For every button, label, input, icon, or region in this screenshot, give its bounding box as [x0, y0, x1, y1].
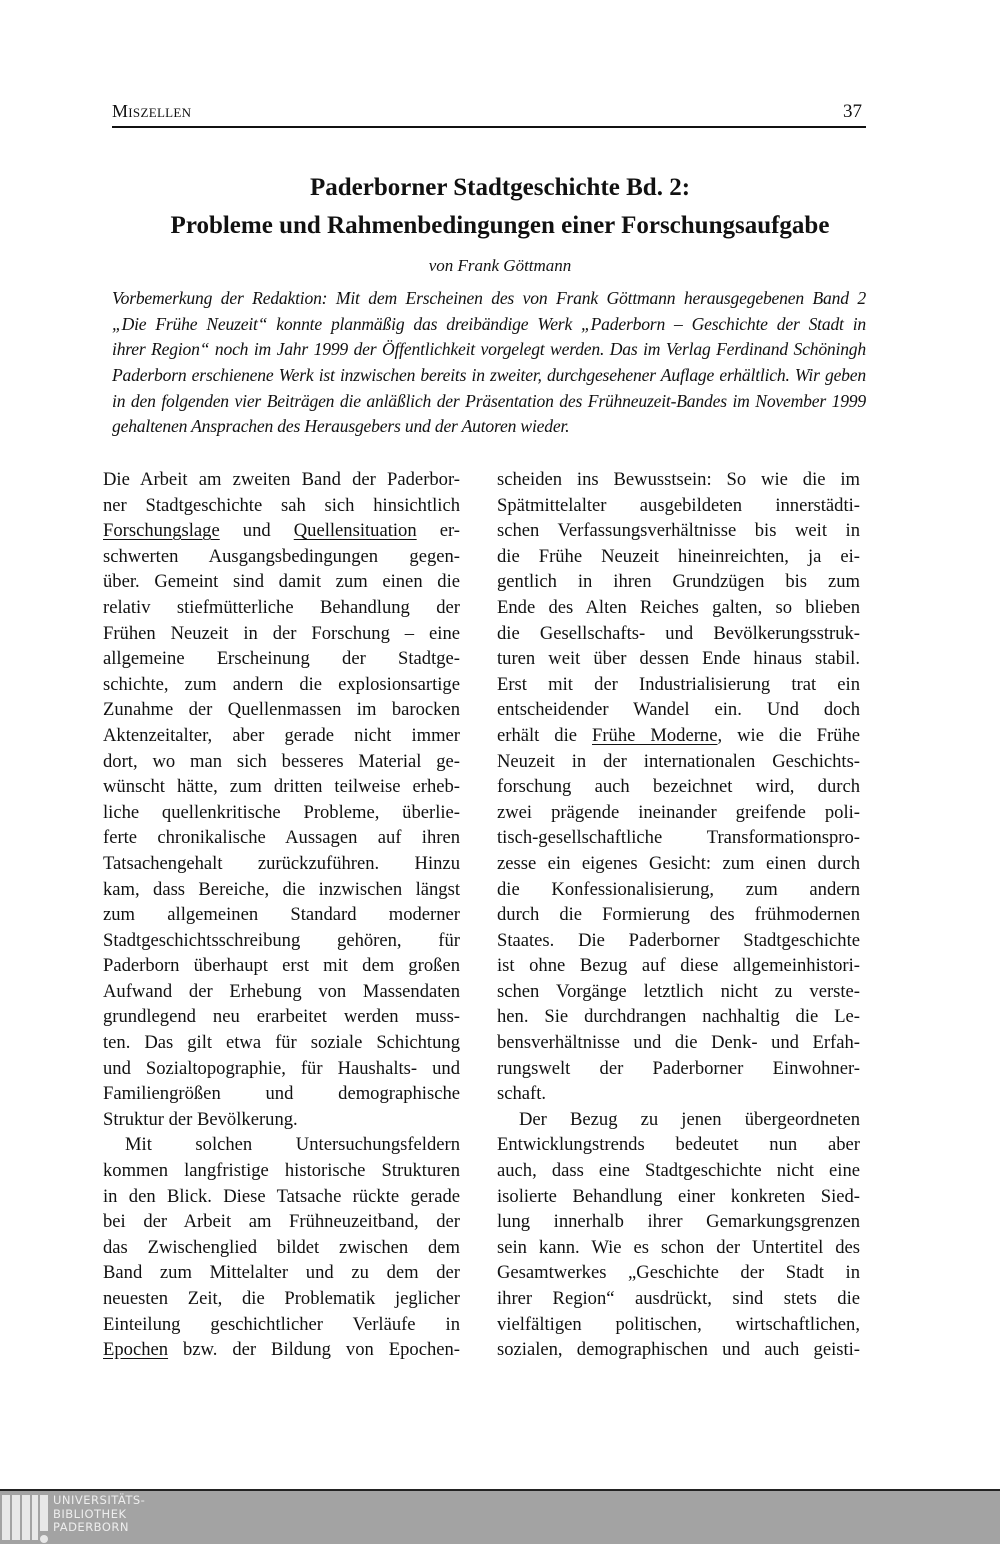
line-text: bensverhältnisse und die Denk- und Erfah- — [497, 1032, 860, 1054]
line-text: Neuzeit in der internationalen Geschichts- — [497, 750, 860, 772]
text-line — [497, 979, 860, 1005]
line-text: ner Stadtgeschichte sah sich hinsichtlich — [103, 494, 460, 516]
article-title-line-2: Probleme und Rahmenbedingungen einer Forschungsaufgabe — [170, 212, 830, 239]
line-text: turen weit über dessen Ende hinaus stabil. — [497, 648, 860, 670]
text-line — [497, 1184, 860, 1210]
line-text: sozialen, demographischen und auch geisti- — [497, 1339, 860, 1361]
text-line — [497, 518, 860, 544]
link-forschungslage[interactable]: Forschungslage — [103, 520, 220, 542]
text-line — [497, 877, 860, 903]
text-line — [103, 774, 460, 800]
text-line — [103, 1337, 460, 1363]
text-line — [112, 414, 866, 440]
editorial-note — [112, 286, 866, 440]
line-text: das Zwischenglied bildet zwischen dem — [103, 1236, 460, 1258]
line-text: sein kann. Wie es schon der Untertitel des — [497, 1236, 860, 1258]
text-line — [103, 1184, 460, 1210]
text-line — [497, 1056, 860, 1082]
text-line — [103, 544, 460, 570]
line-text: die Konfessionalisierung, zum andern — [497, 878, 860, 900]
line-text: grundlegend neu erarbeitet werden muss- — [103, 1006, 460, 1028]
line-text: Ende des Alten Reiches galten, so blieben — [497, 596, 860, 618]
text-line — [103, 902, 460, 928]
text-line — [103, 697, 460, 723]
line-text: schichte, zum andern die explosionsartige — [103, 673, 460, 695]
line-text: „Die Frühe Neuzeit“ konnte planmäßig das dreibändige Werk „Paderborn – Geschichte der Stadt in — [112, 313, 866, 334]
library-footer-band — [0, 1489, 1000, 1544]
line-text: Paderborn überhaupt erst mit dem großen — [103, 955, 460, 977]
line-text: er- — [416, 520, 460, 542]
line-text: lung innerhalb ihrer Gemarkungsgrenzen — [497, 1211, 860, 1233]
line-text: ferte chronikalische Aussagen auf ihren — [103, 827, 460, 849]
text-line — [497, 646, 860, 672]
text-line — [497, 825, 860, 851]
text-line — [112, 312, 866, 338]
text-line — [103, 621, 460, 647]
body-column-left — [103, 467, 460, 1363]
line-text: Zunahme der Quellenmassen im barocken — [103, 699, 460, 721]
line-text: gentlich in ihren Grundzügen bis zum — [497, 571, 860, 593]
text-line — [497, 1107, 860, 1133]
text-line — [497, 1260, 860, 1286]
line-text: und — [219, 520, 294, 542]
text-line — [103, 1030, 460, 1056]
line-text: über. Gemeint sind damit zum einen die — [103, 571, 460, 593]
text-line — [103, 1081, 460, 1107]
text-line — [497, 1132, 860, 1158]
line-text: Tatsachengehalt zurückzuführen. Hinzu — [103, 852, 460, 874]
line-text: bzw. der Bildung von Epochen- — [168, 1339, 460, 1361]
text-line — [103, 1107, 460, 1133]
text-line — [497, 569, 860, 595]
line-text: schwerten Ausgangsbedingungen gegen- — [103, 545, 460, 567]
text-line — [497, 697, 860, 723]
text-line — [112, 389, 866, 415]
line-text: Entwicklungstrends bedeutet nun aber — [497, 1134, 860, 1156]
line-text: relativ stiefmütterliche Behandlung der — [103, 596, 460, 618]
text-line — [497, 1209, 860, 1235]
line-text: gehaltenen Ansprachen des Herausgebers und der Autoren wieder. — [112, 416, 570, 437]
line-text: Stadtgeschichtsschreibung gehören, für — [103, 929, 460, 951]
line-text: und Sozialtopographie, für Haushalts- und — [103, 1057, 460, 1079]
text-line — [497, 595, 860, 621]
text-line — [497, 1235, 860, 1261]
text-line — [497, 800, 860, 826]
line-text: tisch-gesellschaftliche Transformationspro- — [497, 827, 860, 849]
text-line — [497, 621, 860, 647]
line-text: neuesten Zeit, die Problematik jeglicher — [103, 1288, 460, 1309]
line-text: scheiden ins Bewusstsein: So wie die im — [497, 469, 860, 490]
text-line — [497, 851, 860, 877]
text-line — [497, 902, 860, 928]
line-text: wünscht hätte, zum dritten teilweise erheb- — [103, 776, 460, 798]
line-text: , wie die Frühe — [717, 724, 860, 746]
line-text: Aufwand der Erhebung von Massendaten — [103, 980, 460, 1002]
text-line — [497, 1286, 860, 1312]
line-text: ihrer Region“ noch im Jahr 1999 der Öffentlichkeit vorgelegt werden. Das im Verlag Ferdinand Schöningh — [112, 339, 866, 360]
line-text: die Frühe Neuzeit hineinreichten, ja ei- — [497, 545, 860, 567]
text-line — [112, 286, 866, 312]
page-number: 37 — [843, 101, 862, 122]
line-text: Mit solchen Untersuchungsfeldern — [125, 1134, 460, 1156]
line-text: Frühen Neuzeit in der Forschung – eine — [103, 622, 460, 644]
line-text: ten. Das gilt etwa für soziale Schichtung — [103, 1032, 460, 1054]
line-text: Erst mit der Industrialisierung trat ein — [497, 673, 860, 695]
line-text: liche quellenkritische Probleme, überlie- — [103, 801, 460, 823]
text-line — [497, 774, 860, 800]
line-text: in den Blick. Diese Tatsache rückte gerade — [103, 1185, 460, 1207]
text-line — [112, 337, 866, 363]
text-line — [103, 979, 460, 1005]
line-text: schen Vorgänge letztlich nicht zu verste- — [497, 980, 860, 1002]
text-line — [103, 800, 460, 826]
line-text: die Gesellschafts- und Bevölkerungsstruk- — [497, 622, 860, 644]
text-line — [497, 749, 860, 775]
text-line — [497, 1081, 860, 1107]
line-text: Einteilung geschichtlicher Verläufe in — [103, 1313, 460, 1335]
line-text: erhält die — [497, 724, 592, 746]
text-line — [103, 646, 460, 672]
line-text: Band zum Mittelalter und zu dem der — [103, 1262, 460, 1284]
text-line — [112, 363, 866, 389]
text-line — [103, 1260, 460, 1286]
line-text: kam, dass Bereiche, die inzwischen längst — [103, 878, 460, 900]
text-line — [497, 1337, 860, 1363]
line-text: zesse ein eigenes Gesicht: zum einen durch — [497, 852, 860, 874]
line-text: isolierte Behandlung einer konkreten Sied- — [497, 1185, 860, 1207]
line-text: durch die Formierung des frühmodernen — [497, 904, 860, 926]
text-line — [497, 928, 860, 954]
line-text: auch, dass eine Stadtgeschichte nicht eine — [497, 1160, 860, 1182]
text-line — [497, 467, 860, 493]
author-byline: von Frank Göttmann — [428, 256, 572, 275]
text-line — [103, 1209, 460, 1235]
text-line — [103, 1056, 460, 1082]
line-text: forschung auch bezeichnet wird, durch — [497, 776, 860, 798]
text-line — [103, 749, 460, 775]
line-text: zwei prägende ineinander greifende poli- — [497, 801, 860, 823]
link-quellensituation[interactable]: Quellensituation — [293, 520, 417, 542]
line-text: vielfältigen politischen, wirtschaftlichen, — [497, 1313, 860, 1335]
text-line — [103, 595, 460, 621]
line-text: kommen langfristige historische Strukturen — [103, 1160, 460, 1182]
line-text: Der Bezug zu jenen übergeordneten — [519, 1108, 860, 1130]
line-text: allgemeine Erscheinung der Stadtge- — [103, 648, 460, 670]
text-line — [103, 1286, 460, 1312]
line-text: Spätmittelalter ausgebildeten innerstädti- — [497, 494, 860, 516]
line-text: ihrer Region“ ausdrückt, sind stets die — [497, 1288, 860, 1309]
line-text: entscheidender Wandel ein. Und doch — [497, 699, 860, 721]
link-epochen[interactable]: Epochen — [103, 1339, 169, 1361]
text-line — [497, 544, 860, 570]
link-frühe-moderne[interactable]: Frühe Moderne — [592, 724, 718, 746]
text-line — [497, 1030, 860, 1056]
text-line — [103, 569, 460, 595]
line-text: Paderborn erschienene Werk ist inzwischen bereits in zweiter, durchgesehener Auflage erhältlich. Wir geben — [112, 365, 866, 386]
line-text: Struktur der Bevölkerung. — [103, 1108, 298, 1130]
line-text: Gesamtwerkes „Geschichte der Stadt in — [497, 1262, 860, 1284]
line-text: zum allgemeinen Standard moderner — [103, 904, 460, 926]
running-header-section: Miszellen — [112, 101, 192, 121]
text-line — [497, 953, 860, 979]
text-line — [103, 518, 460, 544]
text-line — [103, 1132, 460, 1158]
line-text: schen Verfassungsverhältnisse bis weit in — [497, 520, 860, 542]
text-line — [103, 825, 460, 851]
text-line — [103, 467, 460, 493]
line-text: schaft. — [497, 1083, 547, 1105]
line-text: dort, wo man sich besseres Material ge- — [103, 750, 460, 772]
text-line — [103, 1312, 460, 1338]
article-title-line-1: Paderborner Stadtgeschichte Bd. 2: — [309, 174, 691, 201]
header-rule — [112, 126, 866, 128]
text-line — [497, 1004, 860, 1030]
text-line — [103, 1158, 460, 1184]
line-text: Aktenzeitalter, aber gerade nicht immer — [103, 724, 460, 746]
text-line — [497, 672, 860, 698]
line-text: hen. Sie durchdrangen nachhaltig die Le- — [497, 1006, 860, 1028]
text-line — [103, 723, 460, 749]
line-text: Familiengrößen und demographische — [103, 1083, 460, 1105]
line-text: in den folgenden vier Beiträgen die anläßlich der Präsentation des Frühneuzeit-Bandes im November 1999 — [112, 390, 866, 411]
library-logo-text: UNIVERSITÄTS- BIBLIOTHEK PADERBORN — [53, 1493, 146, 1534]
line-text: Vorbemerkung der Redaktion: Mit dem Erscheinen des von Frank Göttmann herausgegebenen Band 2 — [112, 288, 866, 308]
line-text: Die Arbeit am zweiten Band der Paderbor- — [103, 469, 460, 490]
line-text: bei der Arbeit am Frühneuzeitband, der — [103, 1211, 460, 1233]
text-line — [497, 723, 860, 749]
text-line — [497, 1312, 860, 1338]
text-line — [103, 953, 460, 979]
text-line — [497, 493, 860, 519]
text-line — [497, 1158, 860, 1184]
line-text: ist ohne Bezug auf diese allgemeinhistori- — [497, 955, 860, 977]
body-column-right — [497, 467, 860, 1363]
text-line — [103, 672, 460, 698]
line-text: rungswelt der Paderborner Einwohner- — [497, 1057, 860, 1079]
text-line — [103, 1235, 460, 1261]
line-text: Staates. Die Paderborner Stadtgeschichte — [497, 929, 860, 951]
text-line — [103, 851, 460, 877]
text-line — [103, 928, 460, 954]
text-line — [103, 877, 460, 903]
text-line — [103, 1004, 460, 1030]
text-line — [103, 493, 460, 519]
